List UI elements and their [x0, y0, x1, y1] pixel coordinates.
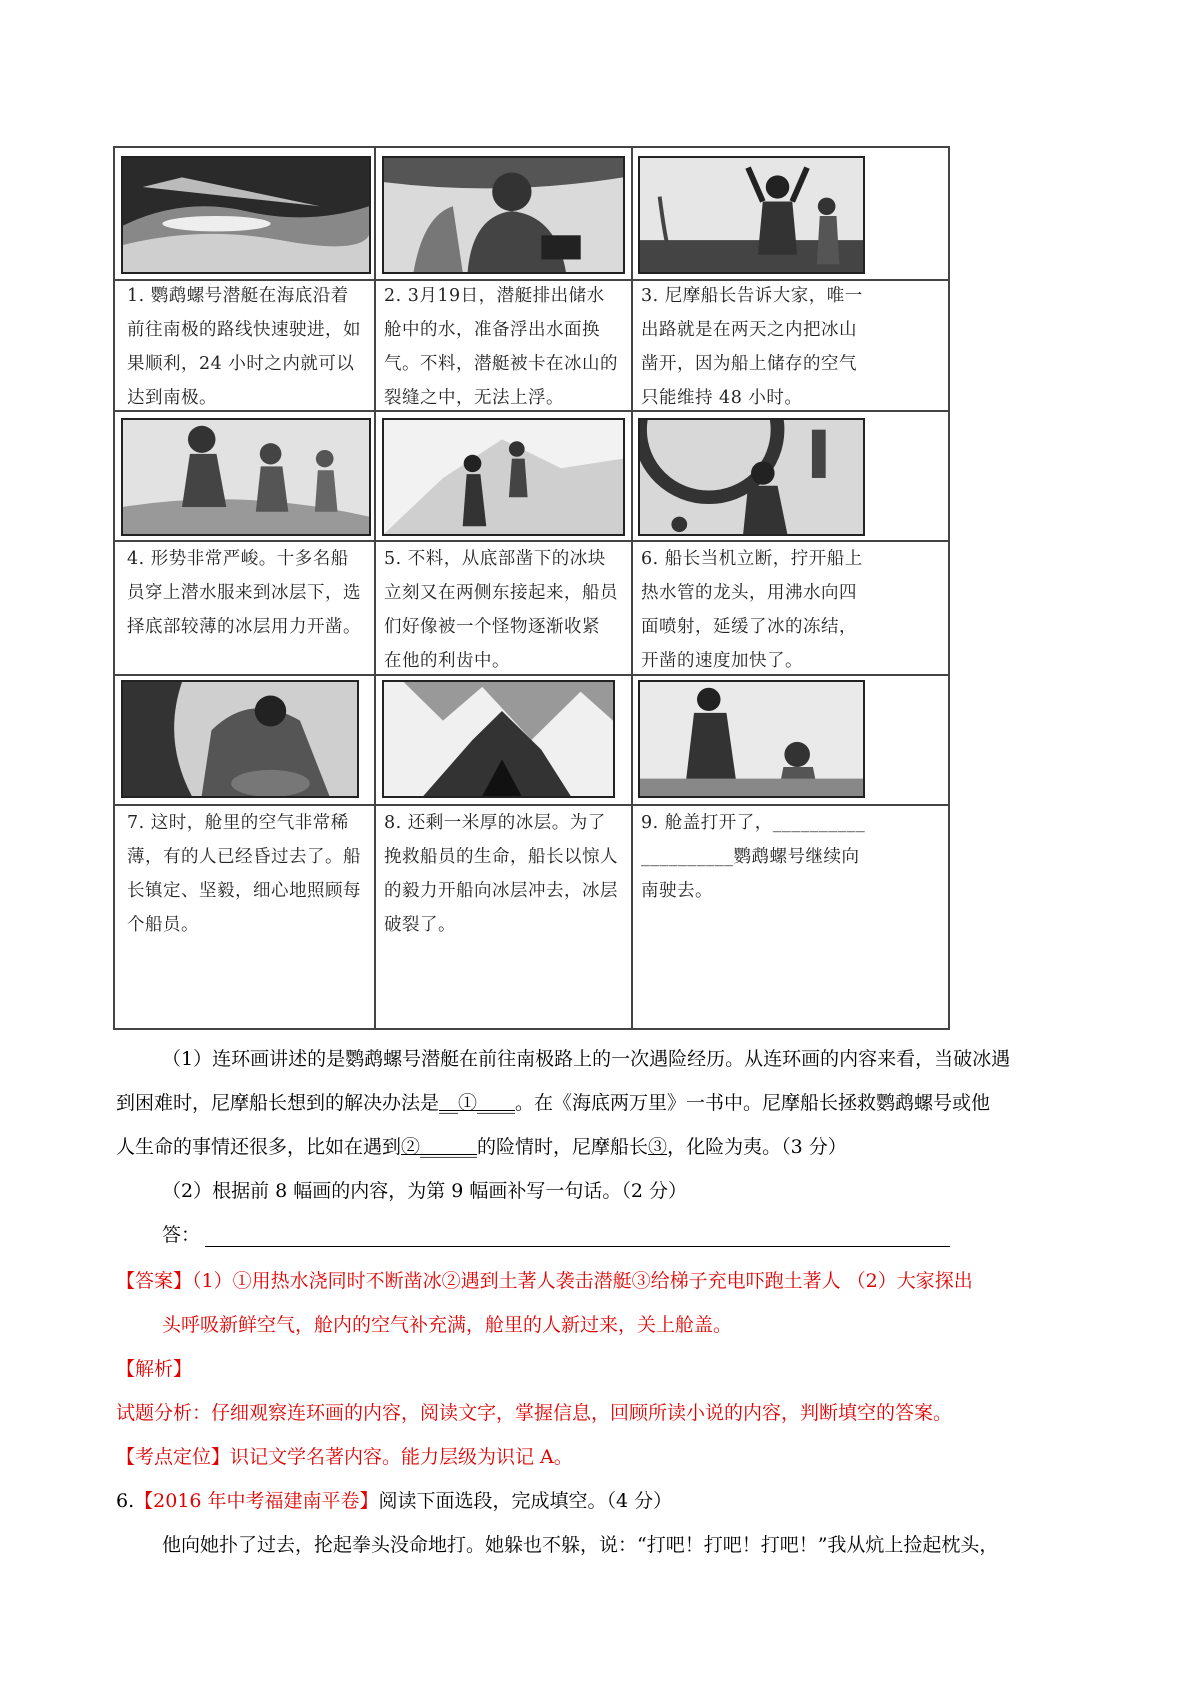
- caption-panel-6: 6. 船长当机立断，拧开船上 热水管的龙头，用沸水向四 面喷射，延缓了冰的冻结， 开凿的速度加快了。: [641, 549, 863, 671]
- answer-label: 答：: [162, 1224, 201, 1246]
- kaodian: 【考点定位】识记文学名著内容。能力层级为识记 A。: [116, 1446, 573, 1468]
- blank-3: ③: [648, 1136, 668, 1158]
- caption-panel-7: 7. 这时，舱里的空气非常稀 薄，有的人已经昏过去了。船 长镇定、坚毅，细心地照顾每 个船员。: [127, 813, 361, 935]
- answer-line-1: 【答案】（1）①用热水浇同时不断凿冰②遇到土著人袭击潜艇③给梯子充电吓跑土著人 （2）大家探出: [116, 1270, 973, 1292]
- caption-panel-5: 5. 不料，从底部凿下的冰块 立刻又在两侧东接起来，船员 们好像被一个怪物逐渐收紧 在他的利齿中。: [384, 549, 618, 671]
- comic-strip: [113, 146, 950, 1030]
- panel-3-illustration: [638, 156, 865, 274]
- caption-panel-2: 2. 3月19日，潜艇排出储水 舱中的水，准备浮出水面换 气。不料，潜艇被卡在冰山的 裂缝之中，无法上浮。: [384, 286, 618, 408]
- caption-panel-8: 8. 还剩一米厚的冰层。为了 挽救船员的生命，船长以惊人 的毅力开船向冰层冲去，冰层 破裂了。: [384, 813, 618, 935]
- caption-panel-3: 3. 尼摩船长告诉大家，唯一 出路就是在两天之内把冰山 凿开，因为船上储存的空气 只能维持 48 小时。: [641, 286, 863, 408]
- question-1-line-2: 到困难时，尼摩船长想到的解决办法是__①____。在《海底两万里》一书中。尼摩船长拯救鹦鹉螺号或他: [116, 1092, 991, 1114]
- panel-6-illustration: [638, 418, 865, 536]
- answer-line-2: 头呼吸新鲜空气，舱内的空气补充满，舱里的人新过来，关上舱盖。: [162, 1314, 733, 1336]
- analysis-title: 【解析】: [116, 1358, 193, 1380]
- panel-8-illustration: [382, 680, 615, 798]
- panel-7-illustration: [121, 680, 359, 798]
- caption-panel-4: 4. 形势非常严峻。十多名船 员穿上潜水服来到冰层下，选 择底部较薄的冰层用力开凿。: [127, 549, 361, 637]
- analysis-body: 试题分析：仔细观察连环画的内容，阅读文字，掌握信息，回顾所读小说的内容，判断填空的答案。: [116, 1402, 953, 1424]
- blank-1: __①____: [439, 1092, 516, 1114]
- answer-line[interactable]: [205, 1246, 950, 1247]
- question-2: （2）根据前 8 幅画的内容，为第 9 幅画补写一句话。（2 分）: [162, 1180, 688, 1202]
- question-6-passage: 他向她扑了过去，抡起拳头没命地打。她躲也不躲，说：“打吧！打吧！打吧！”我从炕上捡起枕头，: [162, 1534, 999, 1556]
- panel-2-illustration: [382, 156, 625, 274]
- caption-panel-9: 9. 舱盖打开了，__________ __________鹦鹉螺号继续向 南驶去。: [641, 813, 866, 901]
- question-6-header: 6.【2016 年中考福建南平卷】阅读下面选段，完成填空。（4 分）: [116, 1490, 673, 1512]
- caption-panel-1: 1. 鹦鹉螺号潜艇在海底沿着 前往南极的路线快速驶进，如 果顺利，24 小时之内就可以 达到南极。: [127, 286, 361, 408]
- blank-2: ②______: [401, 1136, 478, 1158]
- question-1-line-1: （1）连环画讲述的是鹦鹉螺号潜艇在前往南极路上的一次遇险经历。从连环画的内容来看，当破冰遇: [162, 1048, 1011, 1070]
- question-6-source: 【2016 年中考福建南平卷】: [134, 1490, 379, 1512]
- panel-4-illustration: [121, 418, 371, 536]
- question-1-line-3: 人生命的事情还很多，比如在遇到②______的险情时，尼摩船长③，化险为夷。（3 分）: [116, 1136, 847, 1158]
- panel-5-illustration: [382, 418, 625, 536]
- panel-1-illustration: [121, 156, 371, 274]
- panel-9-illustration: [638, 680, 865, 798]
